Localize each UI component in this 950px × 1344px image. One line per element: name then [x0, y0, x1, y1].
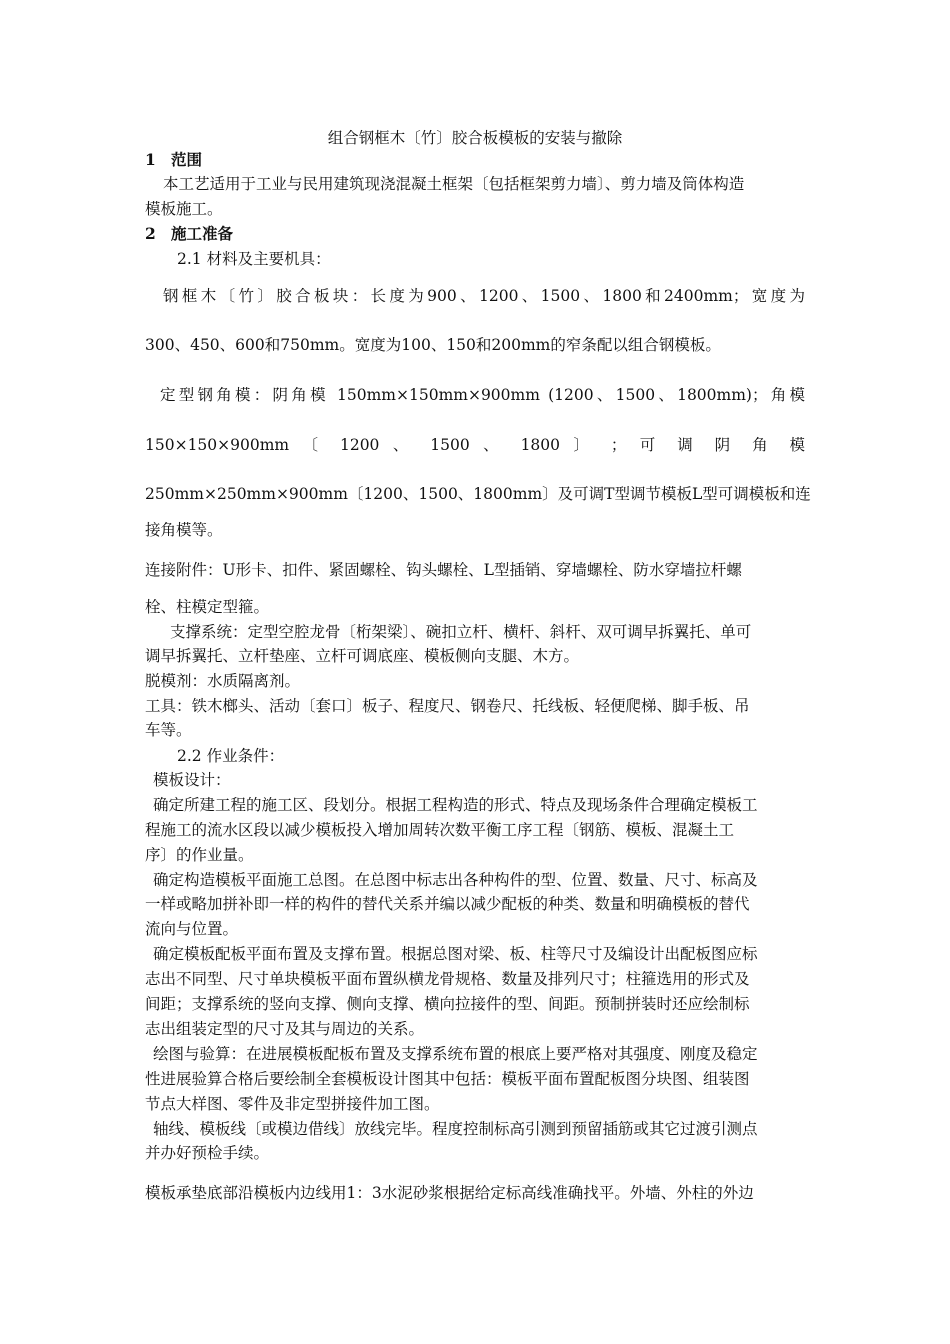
- paragraph-angles-line-1: 定型钢角模：阴角模 150mm×150mm×900mm (1200、1500、1800mm)；角模: [160, 386, 805, 404]
- paragraph-fittings-line-2: 栓、柱模定型箍。: [145, 598, 270, 616]
- paragraph-axis-line-2: 并办好预检手续。: [145, 1144, 270, 1162]
- paragraph-scope-line-2: 模板施工。: [145, 200, 223, 218]
- paragraph-panels-line-1: 钢框木〔竹〕胶合板块：长度为900、1200、1500、1800和2400mm；宽度为: [163, 287, 805, 305]
- paragraph-layout-line-4: 志出组装定型的尺寸及其与周边的关系。: [145, 1020, 425, 1038]
- paragraph-axis-line-1: 轴线、模板线〔或模边借线〕放线完毕。程度控制标高引测到预留插筋或其它过渡引测点: [153, 1120, 758, 1138]
- paragraph-zoning-line-2: 程施工的流水区段以减少模板投入增加周转次数平衡工序工程〔钢筋、模板、混凝土工: [145, 821, 735, 839]
- section-2-title: 施工准备: [171, 224, 234, 243]
- paragraph-plan-line-1: 确定构造模板平面施工总图。在总图中标志出各种构件的型、位置、数量、尺寸、标高及: [153, 871, 758, 889]
- document-title: 组合钢框木〔竹〕胶合板模板的安装与撤除: [327, 129, 623, 147]
- paragraph-panels-line-2: 300、450、600和750mm。宽度为100、150和200mm的窄条配以组合钢模板。: [145, 336, 721, 354]
- section-2-heading: [145, 224, 805, 244]
- paragraph-angles-line-4: 接角模等。: [145, 521, 223, 539]
- paragraph-angles-line-3: 250mm×250mm×900mm〔1200、1500、1800mm〕及可调T型调节模板L型可调模板和连: [145, 485, 811, 503]
- section-1-heading: [145, 150, 805, 170]
- paragraph-release-agent: 脱模剂：水质隔离剂。: [145, 672, 301, 690]
- paragraph-drawing-line-1: 绘图与验算：在进展模板配板布置及支撑系统布置的根底上要严格对其强度、刚度及稳定: [153, 1045, 758, 1063]
- paragraph-tools-line-1: 工具：铁木榔头、活动〔套口〕板子、程度尺、钢卷尺、托线板、轻便爬梯、脚手板、吊: [145, 697, 750, 715]
- subsection-2-2-heading: 2.2 作业条件：: [177, 747, 285, 765]
- paragraph-formwork-design: 模板设计：: [153, 771, 231, 789]
- paragraph-scope-line-1: 本工艺适用于工业与民用建筑现浇混凝土框架〔包括框架剪力墙〕、剪力墙及筒体构造: [163, 175, 745, 193]
- subsection-2-1-heading: 2.1 材料及主要机具：: [177, 250, 331, 268]
- paragraph-leveling-line-1: 模板承垫底部沿模板内边线用1：3水泥砂浆根据给定标高线准确找平。外墙、外柱的外边: [145, 1184, 754, 1202]
- paragraph-zoning-line-1: 确定所建工程的施工区、段划分。根据工程构造的形式、特点及现场条件合理确定模板工: [153, 796, 758, 814]
- paragraph-support-line-2: 调早拆翼托、立杆垫座、立杆可调底座、模板侧向支腿、木方。: [145, 647, 580, 665]
- paragraph-drawing-line-3: 节点大样图、零件及非定型拼接件加工图。: [145, 1095, 440, 1113]
- paragraph-layout-line-2: 志出不同型、尺寸单块模板平面布置纵横龙骨规格、数量及排列尺寸；柱箍选用的形式及: [145, 970, 750, 988]
- paragraph-support-line-1: 支撑系统：定型空腔龙骨〔桁架梁〕、碗扣立杆、横杆、斜杆、双可调早拆翼托、单可: [170, 623, 752, 641]
- paragraph-zoning-line-3: 序〕的作业量。: [145, 846, 254, 864]
- paragraph-tools-line-2: 车等。: [145, 721, 192, 739]
- paragraph-plan-line-3: 流向与位置。: [145, 920, 239, 938]
- section-1-number: 1: [145, 150, 156, 169]
- paragraph-plan-line-2: 一样或略加拼补即一样的构件的替代关系并编以减少配板的种类、数量和明确模板的替代: [145, 895, 750, 913]
- paragraph-angles-line-2: 150×150×900mm 〔 1200 、 1500 、 1800 〕 ； 可 调 阴 角 模: [145, 436, 805, 454]
- paragraph-fittings-line-1: 连接附件：U形卡、扣件、紧固螺栓、钩头螺栓、L型插销、穿墙螺栓、防水穿墙拉杆螺: [145, 561, 742, 579]
- section-1-title: 范围: [171, 150, 203, 169]
- paragraph-layout-line-3: 间距；支撑系统的竖向支撑、侧向支撑、横向拉接件的型、间距。预制拼装时还应绘制标: [145, 995, 750, 1013]
- section-2-number: 2: [145, 224, 156, 243]
- paragraph-drawing-line-2: 性进展验算合格后要绘制全套模板设计图其中包括：模板平面布置配板图分块图、组装图: [145, 1070, 750, 1088]
- paragraph-layout-line-1: 确定模板配板平面布置及支撑布置。根据总图对梁、板、柱等尺寸及编设计出配板图应标: [153, 945, 758, 963]
